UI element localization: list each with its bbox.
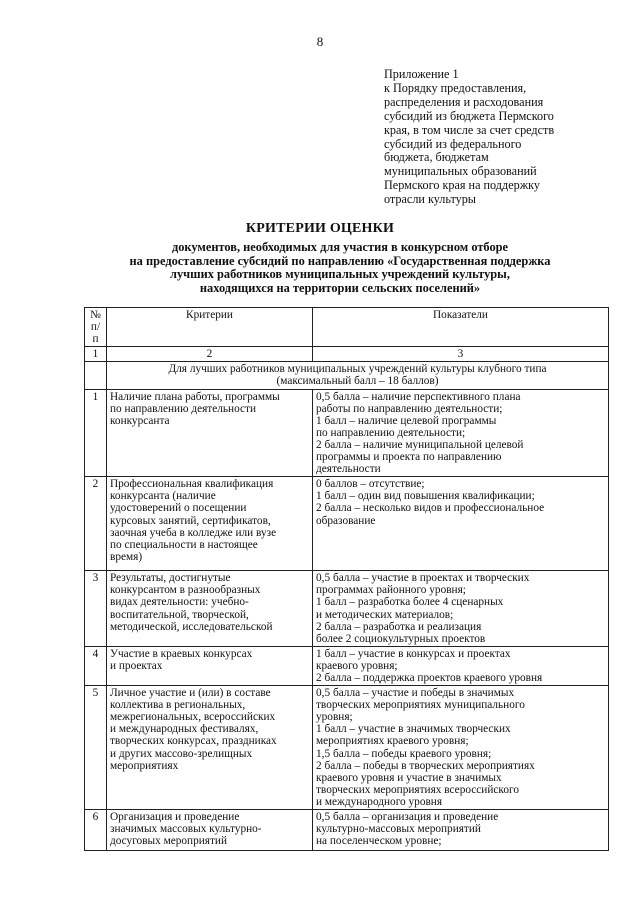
row-number: 3	[85, 571, 107, 647]
criteria-table	[84, 307, 609, 851]
column-number: 2	[107, 347, 313, 362]
row-criterion: Профессиональная квалификация конкурсанта (наличие удостоверений о посещении курсовых занятий, сертификатов, заочная учеба в колледже или вузе по специальности в настоящее время)	[107, 477, 313, 571]
group-heading: Для лучших работников муниципальных учреждений культуры клубного типа (максимальный балл – 18 баллов)	[107, 362, 609, 389]
row-indicators: 0,5 балла – участие в проектах и творческих программах районного уровня; 1 балл – разработка более 4 сценарных и методических материалов; 2 балла – разработка и реализация более 2 социокультурных проектов	[313, 571, 609, 647]
header-indicators: Показатели	[313, 308, 609, 347]
document-subtitle: документов, необходимых для участия в конкурсном отборе на предоставление субсидий по направлению «Государственная поддержка лучших работников муниципальных учреждений культуры, находящихся на территории сельских поселений»	[129, 240, 551, 295]
row-criterion: Участие в краевых конкурсах и проектах	[107, 646, 313, 685]
row-indicators: 0,5 балла – участие и победы в значимых творческих мероприятиях муниципального уровня; 1 балл – участие в значимых творческих мероприятиях краевого уровня; 1,5 балла – победы краевого уровня; 2 балла – победы в творческих мероприятиях краевого уровня и участие в значимых творческих мероприятиях всероссийского и международного уровня	[313, 686, 609, 810]
row-number: 6	[85, 810, 107, 851]
column-number: 3	[313, 347, 609, 362]
group-heading-row	[85, 362, 609, 389]
page-number: 8	[316, 34, 324, 49]
row-number: 5	[85, 686, 107, 810]
document-title: КРИТЕРИИ ОЦЕНКИ	[245, 221, 395, 236]
group-heading-empty	[85, 362, 107, 389]
table-row	[85, 810, 609, 851]
table-row	[85, 477, 609, 571]
column-number: 1	[85, 347, 107, 362]
table-row	[85, 571, 609, 647]
row-criterion: Организация и проведение значимых массовых культурно- досуговых мероприятий	[107, 810, 313, 851]
row-number: 1	[85, 389, 107, 477]
table-row	[85, 686, 609, 810]
row-criterion: Личное участие и (или) в составе коллектива в региональных, межрегиональных, всероссийских и международных фестивалях, творческих конкурсах, праздниках и других массово-зрелищных мероприятиях	[107, 686, 313, 810]
appendix-note: Приложение 1 к Порядку предоставления, распределения и расходования субсидий из бюджета Пермского края, в том числе за счет средств субсидий из федерального бюджета, бюджетам муниципальных образований Пермского края на поддержку отрасли культуры	[384, 67, 555, 207]
row-indicators: 0,5 балла – наличие перспективного плана работы по направлению деятельности; 1 балл – наличие целевой программы по направлению деятельности; 2 балла – наличие муниципальной целевой программы и проекта по направлению деятельности	[313, 389, 609, 477]
header-criteria: Критерии	[107, 308, 313, 347]
table-row	[85, 646, 609, 685]
header-num: № п/п	[85, 308, 107, 347]
row-number: 4	[85, 646, 107, 685]
column-number-row	[85, 347, 609, 362]
table-header-row	[85, 308, 609, 347]
row-number: 2	[85, 477, 107, 571]
row-indicators: 0,5 балла – организация и проведение культурно-массовых мероприятий на поселенческом уровне;	[313, 810, 609, 851]
table-row	[85, 389, 609, 477]
row-indicators: 0 баллов – отсутствие; 1 балл – один вид повышения квалификации; 2 балла – несколько видов и профессиональное образование	[313, 477, 609, 571]
row-criterion: Результаты, достигнутые конкурсантом в разнообразных видах деятельности: учебно- воспитательной, творческой, методической, исследовательской	[107, 571, 313, 647]
row-indicators: 1 балл – участие в конкурсах и проектах краевого уровня; 2 балла – поддержка проектов краевого уровня	[313, 646, 609, 685]
row-criterion: Наличие плана работы, программы по направлению деятельности конкурсанта	[107, 389, 313, 477]
